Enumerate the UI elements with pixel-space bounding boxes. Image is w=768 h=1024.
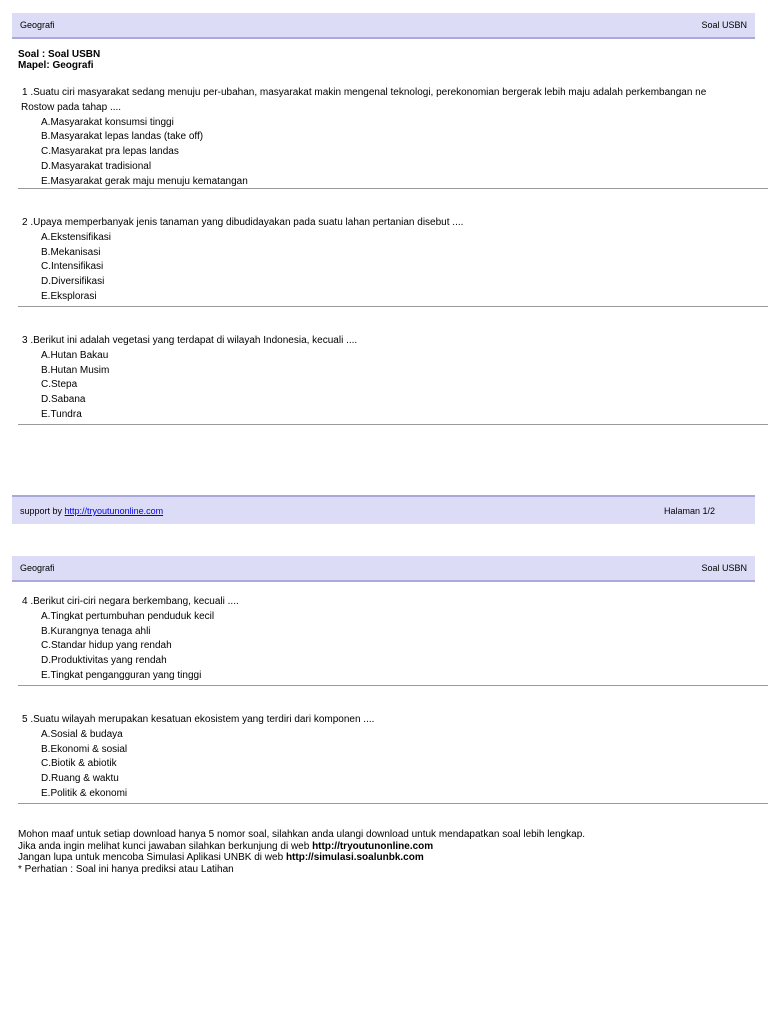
option-e: E.Tingkat pengangguran yang tinggi bbox=[41, 669, 202, 681]
header-title: Soal USBN bbox=[701, 563, 747, 573]
question-2 bbox=[18, 216, 768, 305]
question-1 bbox=[18, 86, 768, 190]
soal-label: Soal : Soal USBN bbox=[18, 49, 101, 60]
option-e: E.Tundra bbox=[41, 408, 82, 420]
option-a: A.Sosial & budaya bbox=[41, 728, 123, 740]
option-d: D.Diversifikasi bbox=[41, 276, 105, 288]
option-e: E.Eksplorasi bbox=[41, 290, 97, 302]
question-stem: 2 .Upaya memperbanyak jenis tanaman yang dibudidayakan pada suatu lahan pertanian disebut .... bbox=[22, 217, 464, 228]
header-subject: Geografi bbox=[20, 20, 55, 30]
option-b: B.Kurangnya tenaga ahli bbox=[41, 625, 151, 637]
divider bbox=[18, 685, 768, 686]
option-b: B.Masyarakat lepas landas (take off) bbox=[41, 131, 204, 143]
question-3 bbox=[18, 334, 768, 423]
option-b: B.Mekanisasi bbox=[41, 246, 101, 258]
question-4 bbox=[18, 595, 768, 684]
simulation-link[interactable]: http://simulasi.soalunbk.com bbox=[285, 852, 424, 864]
mapel-label: Mapel: Geografi bbox=[18, 60, 94, 71]
question-stem: 5 .Suatu wilayah merupakan kesatuan ekosistem yang terdiri dari komponen .... bbox=[22, 714, 375, 725]
divider bbox=[18, 424, 768, 425]
notice-line-2: Jika anda ingin melihat kunci jawaban silahkan berkunjung di web http://tryoutunonline.com bbox=[18, 840, 434, 852]
option-a: A.Masyarakat konsumsi tinggi bbox=[41, 116, 174, 128]
option-c: C.Standar hidup yang rendah bbox=[41, 640, 172, 652]
page-number: Halaman 1/2 bbox=[663, 506, 715, 516]
support-link[interactable]: http://tryoutunonline.com bbox=[64, 506, 164, 516]
option-a: A.Tingkat pertumbuhan penduduk kecil bbox=[41, 610, 215, 622]
option-b: B.Ekonomi & sosial bbox=[41, 743, 128, 755]
question-stem: 1 .Suatu ciri masyarakat sedang menuju per-ubahan, masyarakat makin mengenal teknologi, perekonomian bergerak lebih maju adalah perkembangan ne bbox=[22, 87, 707, 98]
header-subject: Geografi bbox=[20, 563, 55, 573]
page-header-1 bbox=[12, 13, 755, 39]
option-d: D.Produktivitas yang rendah bbox=[41, 655, 167, 667]
divider bbox=[18, 188, 768, 189]
question-5 bbox=[18, 713, 768, 802]
option-d: D.Sabana bbox=[41, 394, 86, 406]
page-header-2 bbox=[12, 556, 755, 582]
option-e: E.Masyarakat gerak maju menuju kematangan bbox=[41, 175, 248, 187]
question-stem: 4 .Berikut ciri-ciri negara berkembang, kecuali .... bbox=[22, 596, 239, 607]
answer-key-link[interactable]: http://tryoutunonline.com bbox=[312, 840, 434, 852]
option-d: D.Ruang & waktu bbox=[41, 773, 119, 785]
exam-meta bbox=[18, 49, 100, 71]
divider bbox=[18, 306, 768, 307]
option-c: C.Masyarakat pra lepas landas bbox=[41, 146, 179, 158]
header-title: Soal USBN bbox=[701, 20, 747, 30]
option-c: C.Stepa bbox=[41, 379, 78, 391]
download-notice bbox=[18, 829, 585, 875]
notice-line-3: Jangan lupa untuk mencoba Simulasi Aplikasi UNBK di web http://simulasi.soalunbk.com bbox=[18, 852, 424, 864]
divider bbox=[18, 803, 768, 804]
option-a: A.Hutan Bakau bbox=[41, 349, 109, 361]
question-stem: 3 .Berikut ini adalah vegetasi yang terdapat di wilayah Indonesia, kecuali .... bbox=[22, 335, 358, 346]
support-text: support by http://tryoutunonline.com bbox=[20, 506, 164, 516]
notice-line-1: Mohon maaf untuk setiap download hanya 5 nomor soal, silahkan anda ulangi download untuk mendapatkan soal lebih lengkap. bbox=[18, 829, 586, 840]
option-b: B.Hutan Musim bbox=[41, 364, 110, 376]
option-d: D.Masyarakat tradisional bbox=[41, 160, 152, 172]
option-c: C.Biotik & abiotik bbox=[41, 758, 117, 770]
option-e: E.Politik & ekonomi bbox=[41, 787, 128, 799]
option-a: A.Ekstensifikasi bbox=[41, 231, 112, 243]
question-stem-continued: Rostow pada tahap .... bbox=[21, 101, 122, 113]
page-footer bbox=[12, 495, 755, 524]
option-c: C.Intensifikasi bbox=[41, 261, 104, 273]
notice-line-4: * Perhatian : Soal ini hanya prediksi atau Latihan bbox=[18, 863, 234, 875]
